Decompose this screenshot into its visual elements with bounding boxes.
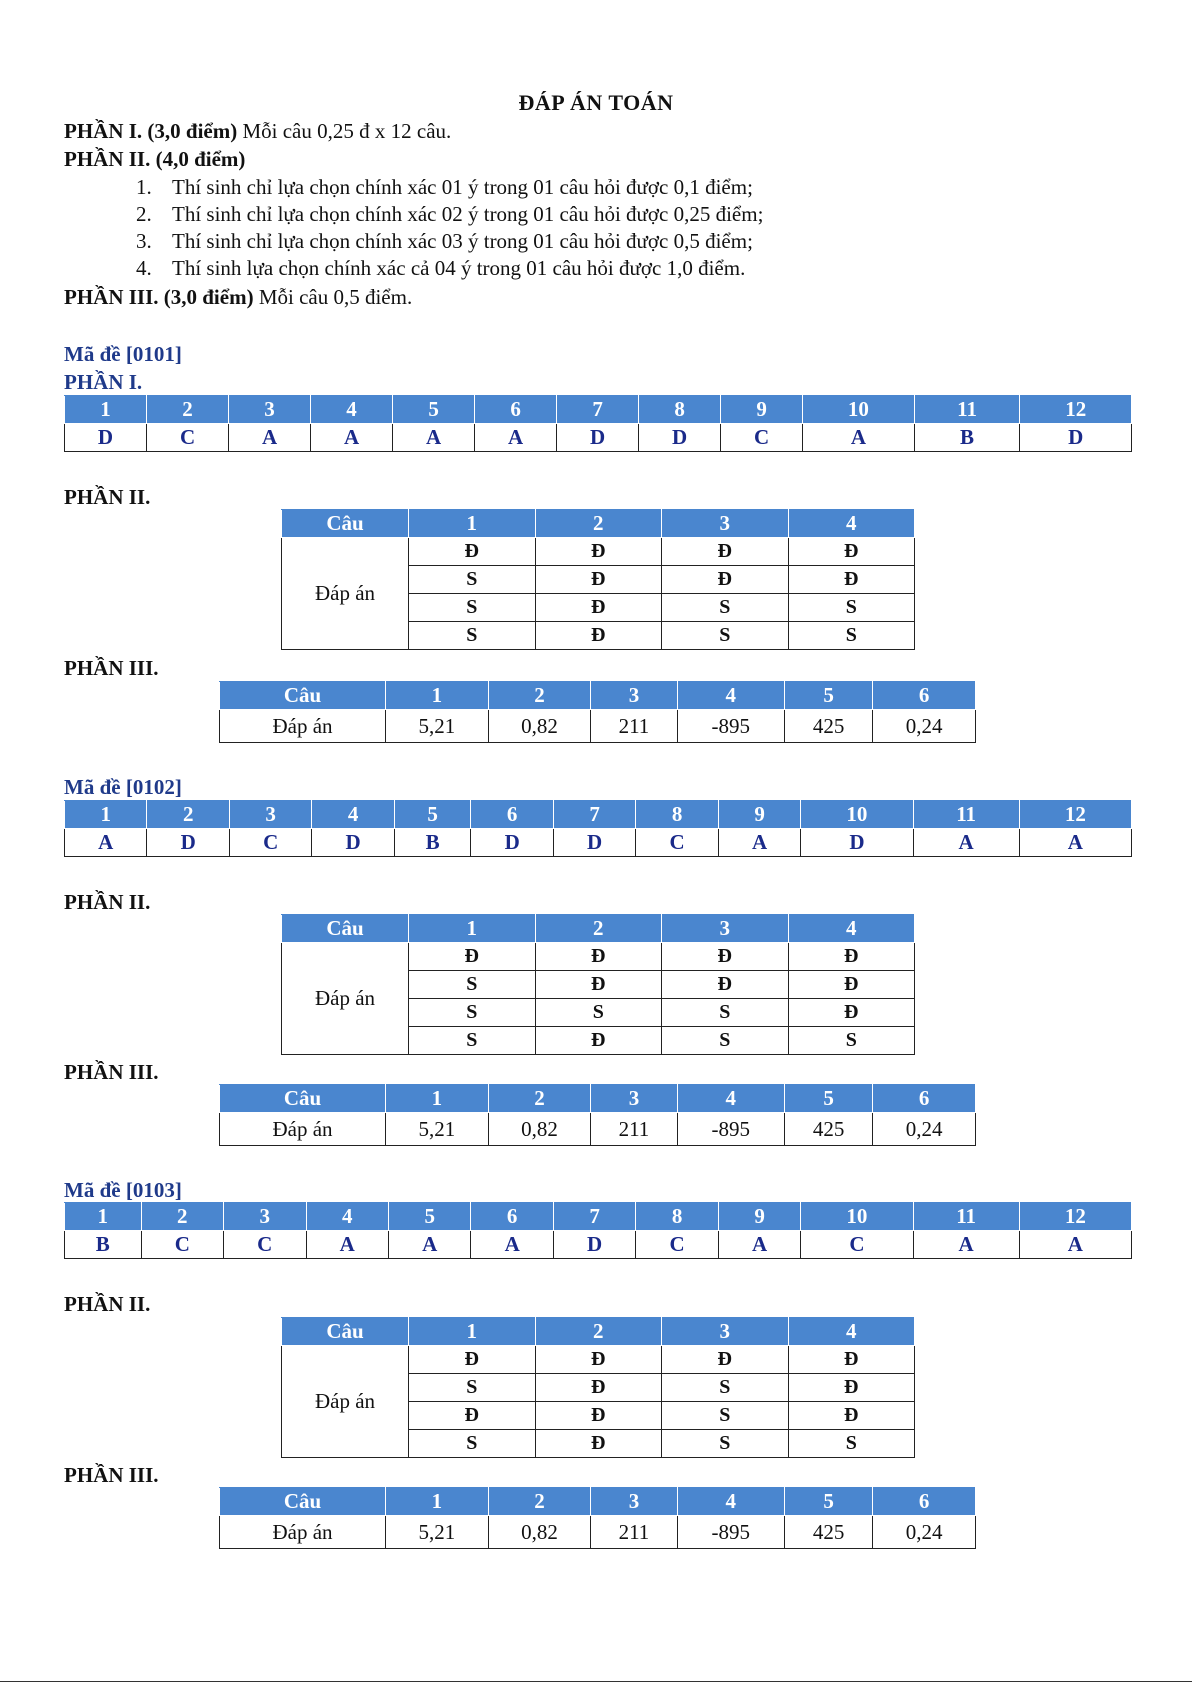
question-number: 2 — [535, 1318, 662, 1346]
answer-cell: A — [388, 1231, 470, 1259]
true-false-cell: Đ — [788, 566, 915, 594]
part2-header-row — [282, 510, 915, 538]
answer-cell: D — [471, 829, 553, 857]
question-number: 8 — [639, 396, 721, 424]
rule-number: 2. — [136, 202, 152, 226]
answer-cell: B — [394, 829, 471, 857]
question-number: 10 — [801, 1203, 913, 1231]
true-false-cell: S — [788, 594, 915, 622]
question-number: 6 — [471, 1203, 553, 1231]
answer-cell: C — [147, 424, 229, 452]
part2-scoring-rules — [136, 174, 763, 282]
answer-cell: D — [639, 424, 721, 452]
true-false-cell: Đ — [788, 943, 915, 971]
numeric-answer: 0,82 — [488, 1113, 591, 1146]
answer-cell: B — [65, 1231, 142, 1259]
numeric-answer: 0,82 — [488, 710, 591, 743]
true-false-cell: S — [409, 594, 536, 622]
numeric-answer: 0,24 — [873, 1516, 976, 1549]
true-false-cell: Đ — [535, 1027, 662, 1055]
dap-an-label: Đáp án — [220, 1516, 386, 1549]
question-number: 5 — [784, 1488, 872, 1516]
true-false-cell: Đ — [788, 1374, 915, 1402]
dap-an-label: Đáp án — [220, 1113, 386, 1146]
scoring-rule — [136, 255, 763, 282]
part3-heading: PHẦN III. — [64, 1060, 159, 1084]
part2-scoring-label: PHẦN II. (4,0 điểm) — [64, 147, 246, 171]
numeric-answer: 5,21 — [386, 710, 489, 743]
question-number: 2 — [147, 396, 229, 424]
question-number: 4 — [788, 915, 915, 943]
numeric-answer: 0,24 — [873, 710, 976, 743]
true-false-cell: Đ — [409, 538, 536, 566]
answer-cell: A — [1019, 829, 1131, 857]
part2-scoring — [64, 146, 245, 172]
question-number: 2 — [535, 915, 662, 943]
question-number: 6 — [873, 1488, 976, 1516]
numeric-answer: 425 — [784, 1516, 872, 1549]
rule-number: 3. — [136, 229, 152, 253]
scoring-rule — [136, 201, 763, 228]
question-number: 10 — [801, 801, 913, 829]
true-false-cell: Đ — [788, 538, 915, 566]
numeric-answer: 425 — [784, 1113, 872, 1146]
true-false-cell: Đ — [662, 943, 789, 971]
question-number: 4 — [788, 1318, 915, 1346]
answer-cell: C — [636, 829, 718, 857]
part3-table — [219, 681, 976, 743]
true-false-cell: Đ — [788, 1402, 915, 1430]
part3-header-row — [220, 1085, 976, 1113]
question-number: 2 — [147, 801, 229, 829]
rule-number: 4. — [136, 256, 152, 280]
part3-header-row — [220, 682, 976, 710]
part2-table — [281, 1317, 915, 1458]
part3-answer-row — [220, 1113, 976, 1146]
exam-code: Mã đề [0103] — [64, 1178, 182, 1202]
part2-heading: PHẦN II. — [64, 485, 151, 509]
true-false-cell: Đ — [788, 999, 915, 1027]
question-number: 3 — [229, 396, 311, 424]
true-false-cell: Đ — [535, 594, 662, 622]
question-number: 3 — [591, 1488, 677, 1516]
true-false-cell: S — [409, 1374, 536, 1402]
answer-cell: A — [475, 424, 557, 452]
numeric-answer: -895 — [677, 1516, 784, 1549]
true-false-cell: S — [409, 622, 536, 650]
dap-an-label: Đáp án — [282, 1346, 409, 1458]
question-number: 9 — [718, 801, 800, 829]
numeric-answer: -895 — [677, 1113, 784, 1146]
question-number: 3 — [662, 1318, 789, 1346]
question-number: 1 — [409, 1318, 536, 1346]
question-number: 2 — [488, 1488, 591, 1516]
question-number: 5 — [394, 801, 471, 829]
true-false-cell: S — [409, 1430, 536, 1458]
answer-cell: A — [311, 424, 393, 452]
answer-cell: A — [718, 829, 800, 857]
question-number: 1 — [386, 682, 489, 710]
question-number: 4 — [677, 1488, 784, 1516]
cau-header: Câu — [282, 915, 409, 943]
question-number: 3 — [591, 1085, 677, 1113]
question-number: 4 — [788, 510, 915, 538]
question-number: 8 — [636, 1203, 718, 1231]
answer-cell: C — [224, 1231, 306, 1259]
question-number: 9 — [718, 1203, 800, 1231]
part3-answer-row — [220, 710, 976, 743]
answer-cell: D — [801, 829, 913, 857]
part1-header-row — [65, 801, 1132, 829]
question-number: 3 — [224, 1203, 306, 1231]
numeric-answer: -895 — [677, 710, 784, 743]
answer-cell: D — [65, 424, 147, 452]
part2-table — [281, 509, 915, 650]
answer-cell: A — [913, 829, 1019, 857]
answer-cell: D — [1020, 424, 1132, 452]
true-false-cell: S — [409, 999, 536, 1027]
true-false-cell: S — [788, 1027, 915, 1055]
answer-cell: A — [65, 829, 147, 857]
question-number: 4 — [306, 1203, 388, 1231]
answer-cell: D — [553, 829, 635, 857]
true-false-cell: S — [662, 999, 789, 1027]
question-number: 2 — [488, 682, 591, 710]
part1-answer-row — [65, 424, 1132, 452]
page-bottom-rule — [0, 1681, 1192, 1682]
answer-cell: A — [306, 1231, 388, 1259]
question-number: 5 — [784, 1085, 872, 1113]
part1-header-row — [65, 396, 1132, 424]
question-number: 10 — [803, 396, 915, 424]
question-number: 6 — [873, 682, 976, 710]
true-false-cell: S — [409, 971, 536, 999]
answer-cell: D — [557, 424, 639, 452]
cau-header: Câu — [282, 510, 409, 538]
question-number: 12 — [1020, 396, 1132, 424]
true-false-cell: S — [409, 566, 536, 594]
question-number: 7 — [553, 801, 635, 829]
true-false-cell: Đ — [662, 538, 789, 566]
question-number: 6 — [873, 1085, 976, 1113]
question-number: 12 — [1019, 1203, 1131, 1231]
numeric-answer: 211 — [591, 1113, 677, 1146]
true-false-cell: Đ — [535, 538, 662, 566]
question-number: 1 — [386, 1085, 489, 1113]
part1-scoring — [64, 118, 451, 144]
cau-header: Câu — [220, 1085, 386, 1113]
answer-cell: A — [913, 1231, 1019, 1259]
part3-scoring-text: Mỗi câu 0,5 điểm. — [253, 285, 413, 309]
part1-answer-row — [65, 829, 1132, 857]
true-false-cell: Đ — [409, 943, 536, 971]
true-false-cell: Đ — [409, 1402, 536, 1430]
true-false-cell: Đ — [535, 566, 662, 594]
rule-text: Thí sinh chỉ lựa chọn chính xác 02 ý trong 01 câu hỏi được 0,25 điểm; — [172, 202, 764, 226]
part3-heading: PHẦN III. — [64, 656, 159, 680]
question-number: 1 — [65, 396, 147, 424]
true-false-cell: Đ — [535, 971, 662, 999]
dap-an-label: Đáp án — [220, 710, 386, 743]
dap-an-label: Đáp án — [282, 943, 409, 1055]
part3-table — [219, 1084, 976, 1146]
part3-answer-row — [220, 1516, 976, 1549]
true-false-cell: Đ — [535, 1374, 662, 1402]
true-false-cell: Đ — [662, 1346, 789, 1374]
true-false-cell: Đ — [409, 1346, 536, 1374]
part1-answer-row — [65, 1231, 1132, 1259]
true-false-cell: Đ — [535, 1346, 662, 1374]
numeric-answer: 211 — [591, 1516, 677, 1549]
part2-table — [281, 914, 915, 1055]
exam-code: Mã đề [0102] — [64, 775, 182, 799]
true-false-cell: S — [409, 1027, 536, 1055]
answer-cell: C — [229, 829, 311, 857]
part3-table — [219, 1487, 976, 1549]
dap-an-label: Đáp án — [282, 538, 409, 650]
answer-cell: C — [636, 1231, 718, 1259]
numeric-answer: 0,82 — [488, 1516, 591, 1549]
true-false-cell: S — [662, 1430, 789, 1458]
question-number: 9 — [721, 396, 803, 424]
rule-text: Thí sinh chỉ lựa chọn chính xác 01 ý trong 01 câu hỏi được 0,1 điểm; — [172, 175, 753, 199]
answer-cell: A — [229, 424, 311, 452]
question-number: 2 — [141, 1203, 223, 1231]
part1-heading: PHẦN I. — [64, 370, 143, 394]
question-number: 4 — [311, 396, 393, 424]
true-false-cell: Đ — [535, 943, 662, 971]
question-number: 4 — [677, 1085, 784, 1113]
question-number: 1 — [65, 801, 147, 829]
question-number: 3 — [229, 801, 311, 829]
numeric-answer: 211 — [591, 710, 677, 743]
question-number: 8 — [636, 801, 718, 829]
answer-cell: D — [147, 829, 229, 857]
true-false-cell: Đ — [662, 971, 789, 999]
true-false-cell: S — [788, 622, 915, 650]
true-false-cell: Đ — [788, 1346, 915, 1374]
numeric-answer: 5,21 — [386, 1516, 489, 1549]
true-false-cell: S — [662, 1374, 789, 1402]
page-title: ĐÁP ÁN TOÁN — [518, 90, 674, 115]
question-number: 3 — [591, 682, 677, 710]
answer-cell: A — [718, 1231, 800, 1259]
numeric-answer: 5,21 — [386, 1113, 489, 1146]
rule-number: 1. — [136, 175, 152, 199]
question-number: 5 — [388, 1203, 470, 1231]
question-number: 1 — [65, 1203, 142, 1231]
part2-answer-row — [282, 538, 915, 566]
part2-header-row — [282, 1318, 915, 1346]
part2-heading: PHẦN II. — [64, 890, 151, 914]
question-number: 5 — [393, 396, 475, 424]
part3-heading: PHẦN III. — [64, 1463, 159, 1487]
question-number: 1 — [409, 510, 536, 538]
question-number: 11 — [913, 1203, 1019, 1231]
part1-table — [64, 395, 1132, 452]
part1-table — [64, 1202, 1132, 1259]
question-number: 2 — [535, 510, 662, 538]
true-false-cell: Đ — [535, 1402, 662, 1430]
part1-table — [64, 800, 1132, 857]
answer-cell: C — [801, 1231, 913, 1259]
answer-cell: A — [471, 1231, 553, 1259]
question-number: 12 — [1019, 801, 1131, 829]
question-number: 6 — [475, 396, 557, 424]
question-number: 6 — [471, 801, 553, 829]
exam-code: Mã đề [0101] — [64, 342, 182, 366]
part1-scoring-text: Mỗi câu 0,25 đ x 12 câu. — [237, 119, 452, 143]
true-false-cell: S — [788, 1430, 915, 1458]
question-number: 4 — [677, 682, 784, 710]
answer-cell: A — [393, 424, 475, 452]
answer-cell: A — [803, 424, 915, 452]
part3-header-row — [220, 1488, 976, 1516]
true-false-cell: Đ — [788, 971, 915, 999]
true-false-cell: Đ — [535, 622, 662, 650]
answer-cell: C — [721, 424, 803, 452]
question-number: 3 — [662, 510, 789, 538]
true-false-cell: S — [662, 622, 789, 650]
question-number: 11 — [914, 396, 1020, 424]
part2-header-row — [282, 915, 915, 943]
answer-cell: B — [914, 424, 1020, 452]
question-number: 1 — [386, 1488, 489, 1516]
question-number: 2 — [488, 1085, 591, 1113]
part2-answer-row — [282, 1346, 915, 1374]
question-number: 7 — [557, 396, 639, 424]
rule-text: Thí sinh lựa chọn chính xác cả 04 ý trong 01 câu hỏi được 1,0 điểm. — [172, 256, 746, 280]
question-number: 3 — [662, 915, 789, 943]
true-false-cell: Đ — [535, 1430, 662, 1458]
part3-scoring — [64, 284, 412, 310]
answer-cell: A — [1019, 1231, 1131, 1259]
answer-cell: C — [141, 1231, 223, 1259]
true-false-cell: Đ — [662, 566, 789, 594]
question-number: 7 — [553, 1203, 635, 1231]
question-number: 1 — [409, 915, 536, 943]
numeric-answer: 425 — [784, 710, 872, 743]
true-false-cell: S — [662, 1402, 789, 1430]
scoring-rule — [136, 174, 763, 201]
question-number: 4 — [312, 801, 394, 829]
part2-answer-row — [282, 943, 915, 971]
question-number: 11 — [913, 801, 1019, 829]
answer-cell: D — [553, 1231, 635, 1259]
scoring-rule — [136, 228, 763, 255]
part1-header-row — [65, 1203, 1132, 1231]
rule-text: Thí sinh chỉ lựa chọn chính xác 03 ý trong 01 câu hỏi được 0,5 điểm; — [172, 229, 753, 253]
true-false-cell: S — [662, 1027, 789, 1055]
cau-header: Câu — [282, 1318, 409, 1346]
true-false-cell: S — [535, 999, 662, 1027]
cau-header: Câu — [220, 1488, 386, 1516]
answer-cell: D — [312, 829, 394, 857]
part2-heading: PHẦN II. — [64, 1292, 151, 1316]
question-number: 5 — [784, 682, 872, 710]
numeric-answer: 0,24 — [873, 1113, 976, 1146]
part1-scoring-label: PHẦN I. (3,0 điểm) — [64, 119, 238, 143]
cau-header: Câu — [220, 682, 386, 710]
true-false-cell: S — [662, 594, 789, 622]
part3-scoring-label: PHẦN III. (3,0 điểm) — [64, 285, 254, 309]
